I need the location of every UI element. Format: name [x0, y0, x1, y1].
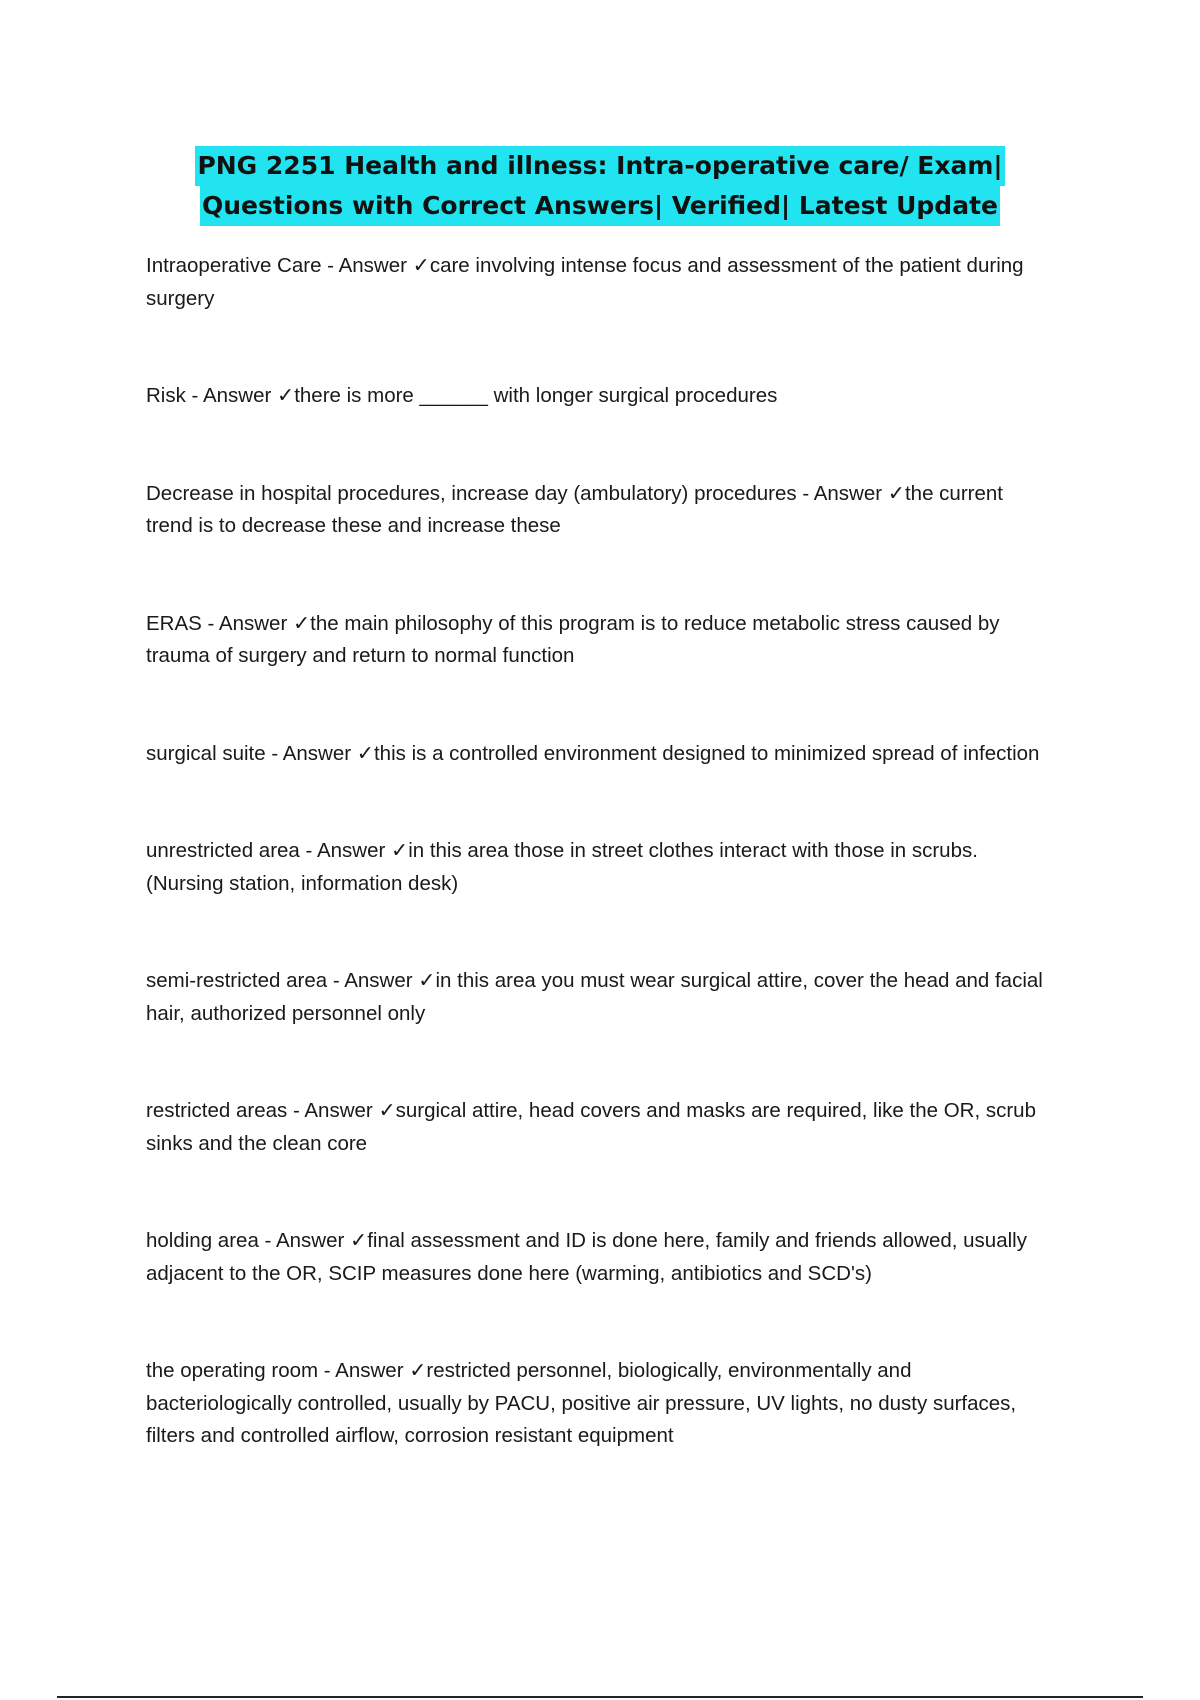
check-icon: ✓ [350, 1229, 368, 1252]
document-title [0, 146, 1200, 226]
qa-item: ERAS - Answer ✓the main philosophy of this program is to reduce metabolic stress caused by trauma of surgery and return to normal function [146, 611, 1000, 667]
qa-list [146, 250, 1051, 1453]
check-icon: ✓ [409, 1359, 427, 1382]
answer-label: Answer [202, 384, 272, 407]
qa-term: surgical suite [146, 741, 266, 765]
answer-label: Answer [344, 969, 413, 992]
qa-term: Decrease in hospital procedures, increase day (ambulatory) procedures [146, 481, 797, 505]
answer-label: Answer [304, 1099, 373, 1122]
qa-answer: this is a controlled environment designed to minimized spread of infection [373, 741, 1040, 765]
check-icon: ✓ [292, 611, 311, 635]
qa-item: Intraoperative Care - Answer ✓care involving intense focus and assessment of the patient during surgery [146, 254, 1024, 310]
qa-answer: the current trend is to decrease these and increase these [146, 481, 1003, 537]
qa-item: surgical suite - Answer ✓this is a controlled environment designed to minimized spread of infection [146, 741, 1040, 765]
bottom-divider [57, 1696, 1143, 1698]
title-line-2: Questions with Correct Answers| Verified| Latest Update [200, 186, 1000, 226]
qa-item: Risk - Answer ✓there is more ______ with longer surgical procedures [146, 384, 778, 407]
qa-answer: in this area you must wear surgical attire, cover the head and facial hair, authorized personnel only [146, 969, 1043, 1025]
qa-term: holding area [146, 1229, 259, 1252]
answer-label: Answer [335, 1359, 404, 1382]
qa-answer: there is more ______ with longer surgical procedures [294, 384, 778, 407]
qa-answer: care involving intense focus and assessment of the patient during surgery [146, 254, 1024, 310]
qa-term: the operating room [146, 1359, 319, 1382]
answer-label: Answer [316, 839, 386, 862]
qa-term: ERAS [146, 611, 202, 635]
qa-item: unrestricted area - Answer ✓in this area those in street clothes interact with those in scrubs. (Nursing station, information desk) [146, 839, 978, 895]
answer-label: Answer [282, 741, 352, 765]
check-icon: ✓ [887, 481, 905, 505]
qa-item: the operating room - Answer ✓restricted personnel, biologically, environmentally and bacteriologically controlled, usually by PACU, positive air pressure, UV lights, no dusty surfaces, filters and controlled airflow, corrosion resistant equipment [146, 1359, 1017, 1447]
answer-label: Answer [813, 481, 883, 505]
qa-answer: in this area those in street clothes interact with those in scrubs. (Nursing station, information desk) [146, 839, 978, 895]
answer-label: Answer [218, 611, 288, 635]
qa-answer: restricted personnel, biologically, environmentally and bacteriologically controlled, usually by PACU, positive air pressure, UV lights, no dusty surfaces, filters and controlled airflow, corrosion resistant equipment [146, 1359, 1017, 1447]
check-icon: ✓ [391, 839, 409, 862]
check-icon: ✓ [277, 384, 295, 407]
qa-answer: final assessment and ID is done here, family and friends allowed, usually adjacent to the OR, SCIP measures done here (warming, antibiotics and SCD's) [146, 1229, 1027, 1285]
qa-term: unrestricted area [146, 839, 300, 862]
check-icon: ✓ [356, 741, 374, 765]
qa-term: Risk [146, 384, 186, 407]
check-icon: ✓ [378, 1099, 396, 1122]
qa-term: semi-restricted area [146, 969, 328, 992]
qa-item: Decrease in hospital procedures, increase day (ambulatory) procedures - Answer ✓the current trend is to decrease these and increase these [146, 481, 1003, 537]
qa-item: holding area - Answer ✓final assessment and ID is done here, family and friends allowed, usually adjacent to the OR, SCIP measures done here (warming, antibiotics and SCD's) [146, 1229, 1027, 1285]
title-line-1: PNG 2251 Health and illness: Intra-operative care/ Exam| [195, 146, 1004, 186]
check-icon: ✓ [412, 254, 430, 277]
check-icon: ✓ [418, 969, 436, 992]
qa-answer: the main philosophy of this program is to reduce metabolic stress caused by trauma of surgery and return to normal function [146, 611, 1000, 667]
qa-term: Intraoperative Care [146, 254, 322, 277]
qa-term: restricted areas [146, 1099, 288, 1122]
answer-label: Answer [338, 254, 407, 277]
qa-answer: surgical attire, head covers and masks are required, like the OR, scrub sinks and the clean core [146, 1099, 1036, 1155]
answer-label: Answer [275, 1229, 345, 1252]
qa-item: semi-restricted area - Answer ✓in this area you must wear surgical attire, cover the head and facial hair, authorized personnel only [146, 969, 1043, 1025]
qa-item: restricted areas - Answer ✓surgical attire, head covers and masks are required, like the OR, scrub sinks and the clean core [146, 1099, 1036, 1155]
